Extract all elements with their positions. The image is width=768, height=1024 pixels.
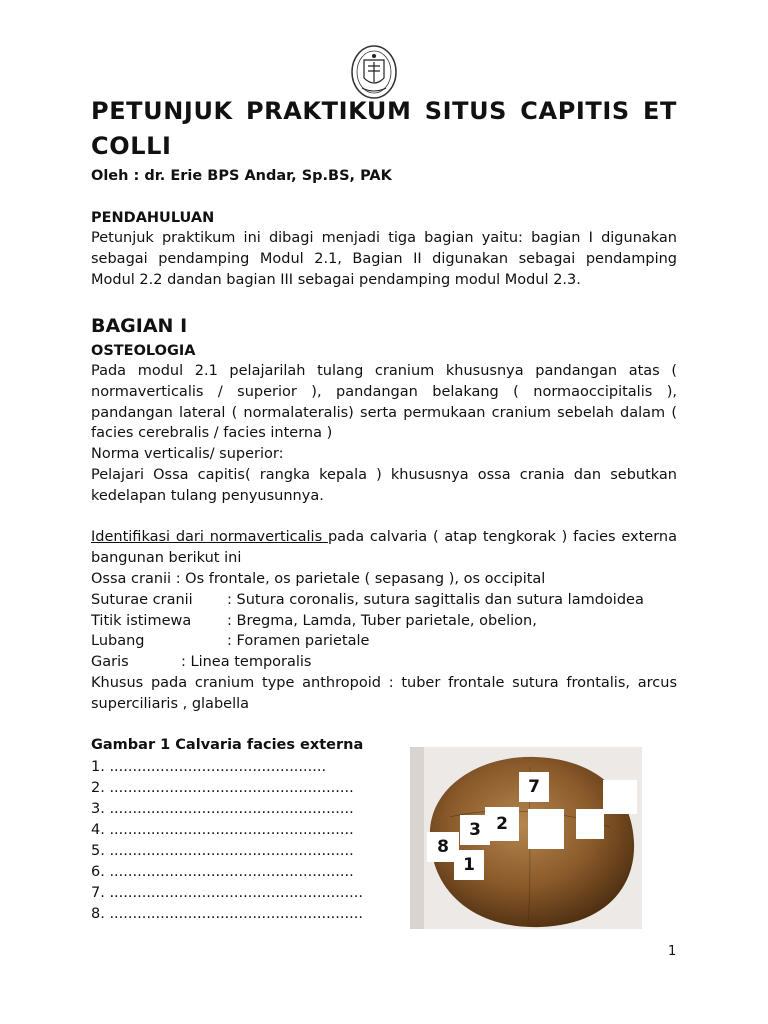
intro-section bbox=[91, 208, 677, 290]
author-line: Oleh : dr. Erie BPS Andar, Sp.BS, PAK bbox=[91, 168, 392, 184]
identification-underlined: Identifikasi dari normaverticalis bbox=[91, 529, 328, 546]
answer-line: 1. ............................................... bbox=[91, 759, 327, 775]
figure-answer-list bbox=[91, 757, 401, 925]
norma-verticalis-line: Norma verticalis/ superior: bbox=[91, 446, 284, 463]
document-title: PETUNJUK PRAKTIKUM SITUS CAPITIS ET COLLI bbox=[91, 97, 677, 160]
university-seal-icon bbox=[350, 44, 398, 100]
intro-paragraph: Petunjuk praktikum ini dibagi menjadi tiga bagian yaitu: bagian I digunakan sebagai pendamping Modul 2.1, Bagian II digunakan sebagai pendamping Modul 2.2 dandan bagian III sebagai pendamping modul Modul 2.3. bbox=[91, 230, 677, 288]
row-label: Lubang bbox=[91, 633, 145, 650]
figure-caption: Gambar 1 Calvaria facies externa bbox=[91, 737, 364, 753]
titik-row bbox=[91, 611, 677, 632]
figure-blank-label bbox=[528, 809, 564, 849]
row-value: : Foramen parietale bbox=[227, 633, 370, 650]
spacer bbox=[91, 507, 677, 528]
page-number: 1 bbox=[668, 944, 677, 959]
intro-heading: PENDAHULUAN bbox=[91, 210, 215, 226]
row-label: Garis bbox=[91, 654, 129, 671]
figure-label-1: 1 bbox=[454, 850, 484, 880]
answer-line: 2. ..................................................... bbox=[91, 780, 354, 796]
identification-paragraph bbox=[91, 527, 677, 569]
lubang-row bbox=[91, 631, 677, 652]
section-subheading: OSTEOLOGIA bbox=[91, 343, 196, 359]
figure-label-7: 7 bbox=[519, 772, 549, 802]
answer-line: 4. ..................................................... bbox=[91, 822, 354, 838]
section-heading: BAGIAN I bbox=[91, 315, 188, 337]
khusus-paragraph: Khusus pada cranium type anthropoid : tuber frontale sutura frontalis, arcus superciliaris , glabella bbox=[91, 674, 677, 712]
row-value: : Linea temporalis bbox=[181, 654, 312, 671]
row-label: Titik istimewa bbox=[91, 612, 192, 629]
figure-label-8: 8 bbox=[427, 832, 459, 862]
row-value: : Bregma, Lamda, Tuber parietale, obelion, bbox=[227, 612, 537, 629]
identification-rest: pada calvaria ( atap tengkorak ) facies externa bangunan berikut ini bbox=[91, 529, 677, 567]
row-label: Suturae cranii bbox=[91, 591, 193, 608]
answer-line: 3. ..................................................... bbox=[91, 801, 354, 817]
row-value: : Sutura coronalis, sutura sagittalis dan sutura lamdoidea bbox=[227, 591, 644, 608]
calvaria-photo bbox=[410, 747, 642, 929]
ossa-cranii-line: Ossa cranii : Os frontale, os parietale ( sepasang ), os occipital bbox=[91, 570, 546, 587]
figure-label-3: 3 bbox=[460, 815, 490, 845]
ossa-capitis-paragraph: Pelajari Ossa capitis( rangka kepala ) khususnya ossa crania dan sebutkan kedelapan tulang penyusunnya. bbox=[91, 466, 677, 504]
osteologia-paragraph: Pada modul 2.1 pelajarilah tulang cranium khususnya pandangan atas ( normaverticalis / superior ), pandangan belakang ( normaoccipitalis ), pandangan lateral ( normalateralis) serta permukaan cranium sebelah dalam ( facies cerebralis / facies interna ) bbox=[91, 363, 677, 442]
figure-label-2: 2 bbox=[485, 807, 519, 841]
answer-line: 6. ..................................................... bbox=[91, 864, 354, 880]
figure-blank-label bbox=[576, 809, 604, 839]
suturae-row bbox=[91, 590, 677, 611]
figure-blank-label bbox=[603, 780, 637, 814]
garis-row bbox=[91, 652, 677, 673]
section-bagian-1 bbox=[91, 313, 677, 715]
answer-line: 8. ....................................................... bbox=[91, 906, 363, 922]
answer-line: 5. ..................................................... bbox=[91, 843, 354, 859]
answer-line: 7. ....................................................... bbox=[91, 885, 363, 901]
